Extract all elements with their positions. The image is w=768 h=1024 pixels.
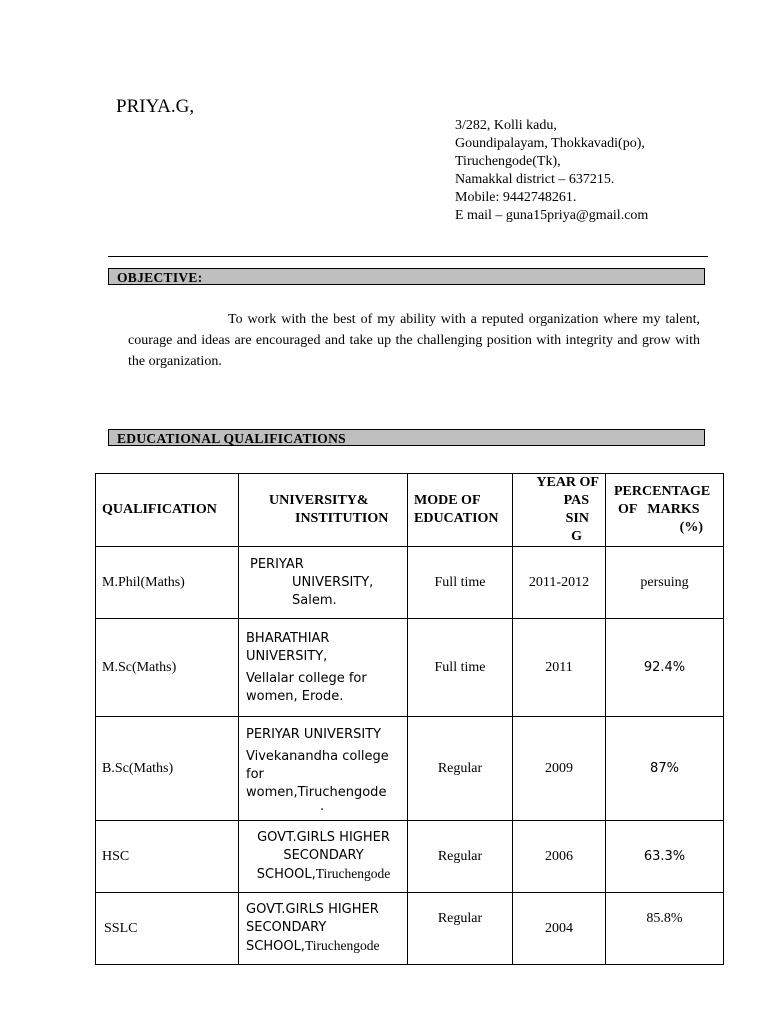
year-cell: 2011-2012 xyxy=(513,547,606,619)
year-cell: 2006 xyxy=(513,821,606,893)
table-row xyxy=(96,619,724,717)
table-row xyxy=(96,821,724,893)
institution-line xyxy=(246,865,401,884)
address-line: Namakkal district – 637215. xyxy=(455,172,615,187)
institution-line: UNIVERSITY, xyxy=(292,574,374,590)
education-table xyxy=(95,473,724,965)
institution-part: Tiruchengode xyxy=(315,866,391,881)
qualification-cell: SSLC xyxy=(96,893,239,965)
mode-cell: Full time xyxy=(408,619,513,717)
table-header-row xyxy=(96,474,724,547)
header-percentage xyxy=(606,474,724,547)
header-mode xyxy=(408,474,513,547)
percentage-cell: 87% xyxy=(606,717,724,821)
institution-line xyxy=(246,937,401,956)
mobile-line: Mobile: 9442748261. xyxy=(455,190,577,205)
percentage-cell: 85.8% xyxy=(606,893,724,965)
institution-line: SECONDARY xyxy=(283,848,364,863)
qualification-cell: M.Sc(Maths) xyxy=(96,619,239,717)
mode-cell: Regular xyxy=(408,893,513,965)
qualification-cell: B.Sc(Maths) xyxy=(96,717,239,821)
header-mode-line: EDUCATION xyxy=(414,511,499,526)
percentage-cell: 63.3% xyxy=(606,821,724,893)
objective-body: To work with the best of my ability with a reputed organization where my talent, courage and ideas are encouraged and take up the challenging position with integrity and grow with the organization. xyxy=(128,312,700,369)
address-line: Goundipalayam, Thokkavadi(po), xyxy=(455,136,645,151)
institution-part: SCHOOL, xyxy=(246,939,305,954)
header-year-line: PAS xyxy=(563,493,589,508)
institution-cell xyxy=(239,619,408,717)
header-year-line: G xyxy=(571,529,582,544)
header-percentage-line: (%) xyxy=(679,520,703,535)
address-line: 3/282, Kolli kadu, xyxy=(455,118,557,133)
objective-text xyxy=(128,309,700,372)
header-percentage-line: PERCENTAGE xyxy=(614,484,711,499)
year-cell: 2011 xyxy=(513,619,606,717)
contact-address xyxy=(455,117,648,225)
header-university xyxy=(239,474,408,547)
header-mode-line: MODE OF xyxy=(414,493,481,508)
mode-cell: Regular xyxy=(408,717,513,821)
institution-line: GOVT.GIRLS HIGHER xyxy=(257,830,390,845)
header-university-line: UNIVERSITY& xyxy=(269,493,369,508)
header-university-line: INSTITUTION xyxy=(295,511,389,526)
institution-line: Vivekanandha college for women,Tiruchengode xyxy=(246,748,389,800)
institution-line: PERIYAR xyxy=(250,556,304,572)
qualification-cell: HSC xyxy=(96,821,239,893)
candidate-name: PRIYA.G, xyxy=(116,96,195,117)
percentage-cell: 92.4% xyxy=(606,619,724,717)
table-row xyxy=(96,893,724,965)
institution-line: Salem. xyxy=(292,592,337,608)
institution-part: Tiruchengode xyxy=(304,938,380,953)
header-divider xyxy=(108,256,708,257)
institution-cell xyxy=(239,821,408,893)
institution-part: SCHOOL, xyxy=(256,867,316,882)
header-percentage-line: OF MARKS xyxy=(618,502,700,517)
address-line: Tiruchengode(Tk), xyxy=(455,154,561,169)
institution-line: . xyxy=(320,798,325,814)
percentage-cell: persuing xyxy=(606,547,724,619)
header-year-line: SIN xyxy=(565,511,589,526)
year-cell: 2009 xyxy=(513,717,606,821)
institution-cell xyxy=(239,717,408,821)
objective-heading: OBJECTIVE: xyxy=(108,268,705,285)
year-cell: 2004 xyxy=(513,893,606,965)
mode-cell: Full time xyxy=(408,547,513,619)
table-row xyxy=(96,547,724,619)
email-line: E mail – guna15priya@gmail.com xyxy=(455,208,649,223)
institution-line: SECONDARY xyxy=(246,920,327,935)
header-qualification: QUALIFICATION xyxy=(96,474,239,547)
institution-cell xyxy=(239,893,408,965)
header-year-line: YEAR OF xyxy=(536,475,599,490)
institution-line: GOVT.GIRLS HIGHER xyxy=(246,902,379,917)
header-year xyxy=(513,474,606,547)
institution-cell xyxy=(239,547,408,619)
institution-line: BHARATHIAR UNIVERSITY, xyxy=(246,630,330,664)
table-row xyxy=(96,717,724,821)
institution-line: Vellalar college for women, Erode. xyxy=(246,670,367,704)
qualification-cell: M.Phil(Maths) xyxy=(96,547,239,619)
education-heading: EDUCATIONAL QUALIFICATIONS xyxy=(108,429,705,446)
mode-cell: Regular xyxy=(408,821,513,893)
institution-line: PERIYAR UNIVERSITY xyxy=(246,726,382,742)
